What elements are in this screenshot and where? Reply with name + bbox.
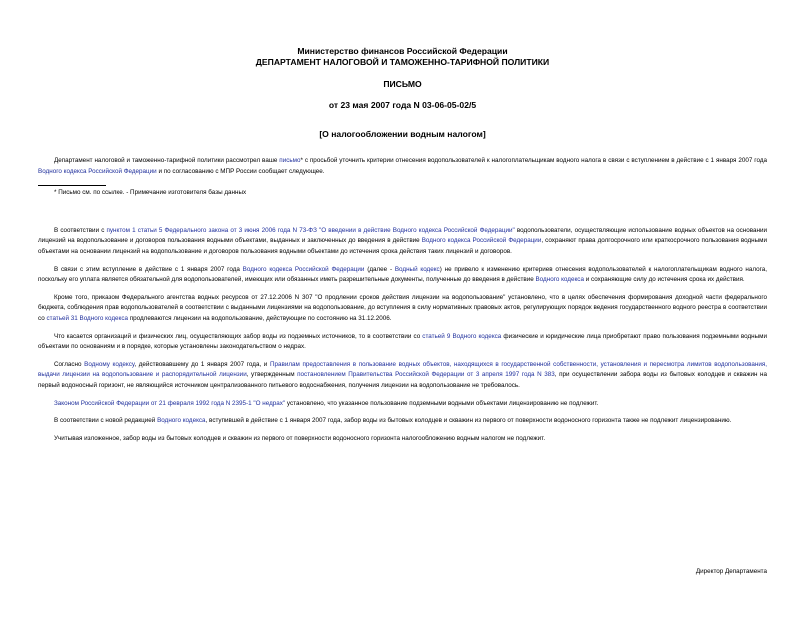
- ministry-name: Министерство финансов Российской Федерации: [297, 46, 508, 56]
- footnote: * Письмо см. по ссылке. - Примечание изготовителя базы данных: [54, 189, 247, 197]
- text: водопользователи, осуществляющие использование водных объектов на основании лицензий на водопользование и договоров пользования водными объектами, выданных и заключенных до введения в действие: [38, 226, 767, 245]
- document-date-number: от 23 мая 2007 года N 03-06-05-02/5: [328, 100, 477, 110]
- paragraph-subsoil-law: [38, 399, 767, 410]
- text: продлеваются лицензии на водопользование, действующие по состоянию на 31.12.2006.: [127, 314, 392, 322]
- text: В связи с этим вступление в действие с 1 января 2007 года: [54, 265, 243, 273]
- link-water-code[interactable]: Водного кодекса Российской Федерации: [242, 265, 365, 273]
- text: (далее -: [364, 265, 395, 273]
- text: , вступившей в действие с 1 января 2007 года, забор воды из бытовых колодцев и скважин из первого от поверхности водоносного горизонта также не подлежит лицензированию.: [205, 417, 732, 425]
- link-subsoil-law[interactable]: Законом Российской Федерации от 21 февраля 1992 года N 2395-1 "О недрах": [54, 399, 286, 407]
- text: Согласно: [54, 360, 85, 368]
- text: ) не привело к изменению критериев отнесения водопользователей к налогоплательщикам водного налога, поскольку его уплата является обязательной для водопользователей, имеющих или обязанных иметь разрешительные документы, полученные до введения в действие: [38, 265, 767, 284]
- document-header: [38, 46, 767, 140]
- link-water-code[interactable]: Водного кодекса Российской Федерации: [38, 167, 157, 175]
- signature: Директор Департамента: [695, 568, 767, 575]
- link-water-code-old[interactable]: Водному кодексу: [84, 360, 135, 368]
- paragraph-intro: [38, 156, 767, 177]
- paragraph-order-307: [38, 293, 767, 325]
- text: , утвержденным: [246, 371, 298, 379]
- footnote-divider: [38, 185, 106, 186]
- paragraph-transition: [38, 226, 767, 258]
- text: физические и юридические лица приобретают право пользования подземными водными объектами по основаниям и в порядке, которые установлены законодательством о недрах.: [38, 332, 767, 351]
- text: В соответствии с новой редакцией: [54, 417, 158, 425]
- link-water-code-short[interactable]: Водный кодекс: [394, 265, 440, 273]
- text: , действовавшему до 1 января 2007 года, и: [134, 360, 270, 368]
- text: Кроме того, приказом Федерального агентства водных ресурсов от 27.12.2006 N 307 "О продлении сроков действия лицензии на водопользование" установлено, что в целях обеспечения формирования доходной части федерального бюджета, соблюдения прав водопользователей в соответствии с выданными лицензиями на водопользование, до вступления в силу нормативных правовых актов, регулирующих порядок ведения государственного водного реестра в соответствии со: [38, 293, 767, 322]
- paragraph-criteria: [38, 265, 767, 286]
- link-federal-law-73[interactable]: пунктом 1 статьи 5 Федерального закона от 3 июня 2006 года N 73-ФЗ "О введении в действие Водного кодекса Российской Федерации": [106, 226, 515, 234]
- link-article-9[interactable]: статьей 9 Водного кодекса: [422, 332, 502, 340]
- document-subject: [О налогообложении водным налогом]: [319, 129, 486, 139]
- paragraph-conclusion: Учитывая изложенное, забор воды из бытовых колодцев и скважин из первого от поверхности водоносного горизонта налогообложению водным налогом не подлежит.: [54, 434, 546, 442]
- text: Департамент налоговой и таможенно-тарифной политики рассмотрел ваше: [54, 157, 280, 164]
- text: и сохраняющие силу до истечения срока их действия.: [583, 276, 745, 284]
- link-letter[interactable]: письмо: [279, 157, 301, 164]
- text: установлено, что указанное пользование подземными водными объектами лицензированию не подлежит.: [285, 399, 599, 407]
- text: , сохраняют права долгосрочного или краткосрочного пользования водными объектами на основании лицензий на водопользование и договоров пользования водными объектами до истечения срока действия таких лицензий и договоров.: [38, 237, 767, 255]
- document-page: [0, 46, 807, 617]
- link-article-31[interactable]: статьей 31 Водного кодекса: [46, 314, 128, 322]
- link-government-decree-383[interactable]: постановлением Правительства Российской Федерации от 3 апреля 1997 года N 383: [297, 371, 555, 379]
- link-water-code-short[interactable]: Водного кодекса: [157, 417, 206, 425]
- document-type: ПИСЬМО: [383, 79, 422, 89]
- link-rules[interactable]: Правилам предоставления в пользование водных объектов, находящихся в государственной собственности, установления и пересмотра лимитов водопользования, выдачи лицензии на водопользование и распорядительной лицензии: [38, 360, 768, 379]
- link-water-code[interactable]: Водного кодекса Российской Федерации: [421, 237, 542, 245]
- text: Что касается организаций и физических лиц, осуществляющих забор воды из подземных источников, то в соответствии со: [54, 332, 423, 340]
- paragraph-underground-sources: [38, 332, 767, 353]
- paragraph-old-rules: [38, 360, 767, 392]
- department-name: ДЕПАРТАМЕНТ НАЛОГОВОЙ И ТАМОЖЕННО-ТАРИФНОЙ ПОЛИТИКИ: [255, 57, 550, 67]
- text: В соответствии с: [54, 226, 107, 234]
- text: и по согласованию с МПР России сообщает следующее.: [156, 167, 325, 175]
- link-water-code-short[interactable]: Водного кодекса: [535, 276, 584, 284]
- paragraph-new-edition: [38, 416, 767, 427]
- text: , при осуществлении забора воды из бытовых колодцев и скважин на первый водоносный горизонт, не являющийся источником централизованного питьевого водоснабжения, получения лицензии на водопользование не требовалось.: [38, 371, 767, 389]
- text: * с просьбой уточнить критерии отнесения водопользователей к налогоплательщикам водного налога в связи с вступлением в действие с 1 января 2007 года: [300, 157, 767, 164]
